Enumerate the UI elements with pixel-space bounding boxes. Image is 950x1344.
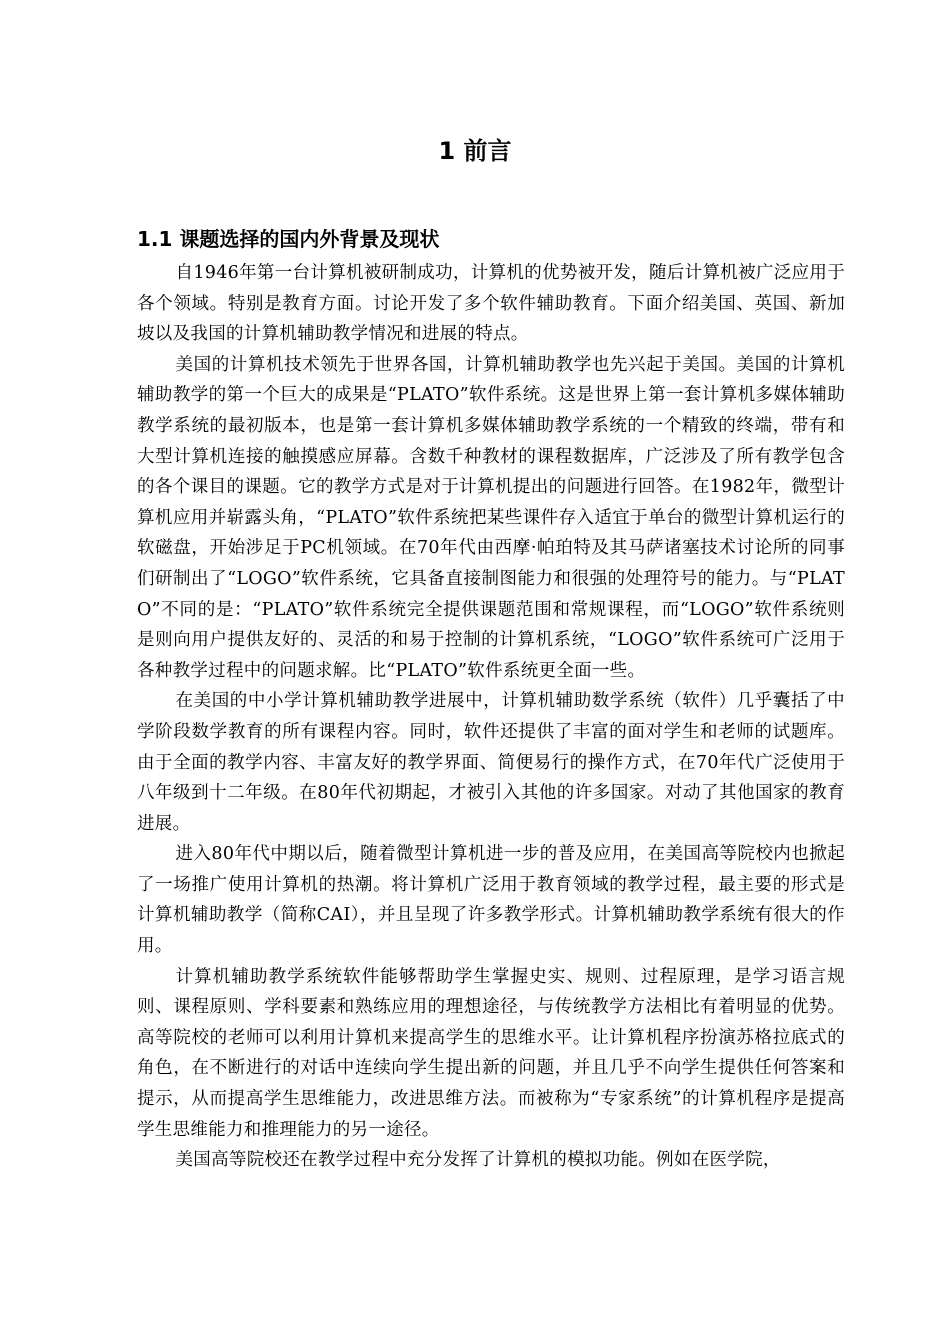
paragraph: 美国的计算机技术领先于世界各国，计算机辅助教学也先兴起于美国。美国的计算机辅助教学的第一个巨大的成果是“PLATO”软件系统。这是世界上第一套计算机多媒体辅助教学系统的最初版本，也是第一套计算机多媒体辅助教学系统的一个精致的终端，带有和大型计算机连接的触摸感应屏幕。含数千种教材的课程数据库，广泛涉及了所有教学包含的各个课目的课题。它的教学方式是对于计算机提出的问题进行回答。在1982年，微型计算机应用并崭露头角，“PLATO”软件系统把某些课件存入适宜于单台的微型计算机运行的软磁盘，开始涉足于PC机领域。在70年代由西摩·帕珀特及其马萨诸塞技术讨论所的同事们研制出了“LOGO”软件系统，它具备直接制图能力和很强的处理符号的能力。与“PLATO”不同的是：“PLATO”软件系统完全提供课题范围和常规课程，而“LOGO”软件系统则是则向用户提供友好的、灵活的和易于控制的计算机系统，“LOGO”软件系统可广泛用于各种教学过程中的问题求解。比“PLATO”软件系统更全面一些。 (137, 354, 845, 681)
paragraph: 自1946年第一台计算机被研制成功，计算机的优势被开发，随后计算机被广泛应用于各个领域。特别是教育方面。讨论开发了多个软件辅助教育。下面介绍美国、英国、新加坡以及我国的计算机辅助教学情况和进展的特点。 (137, 263, 845, 345)
body-text (137, 258, 845, 1176)
paragraph: 美国高等院校还在教学过程中充分发挥了计算机的模拟功能。例如在医学院， (175, 1150, 781, 1171)
paragraph: 在美国的中小学计算机辅助教学进展中，计算机辅助数学系统（软件）几乎囊括了中学阶段数学教育的所有课程内容。同时，软件还提供了丰富的面对学生和老师的试题库。由于全面的教学内容、丰富友好的教学界面、简便易行的操作方式，在70年代广泛使用于八年级到十二年级。在80年代初期起，才被引入其他的许多国家。对动了其他国家的教育进展。 (137, 691, 845, 834)
chapter-title: 1 前言 (438, 137, 512, 165)
paragraph: 计算机辅助教学系统软件能够帮助学生掌握史实、规则、过程原理，是学习语言规则、课程原则、学科要素和熟练应用的理想途径，与传统教学方法相比有着明显的优势。高等院校的老师可以利用计算机来提高学生的思维水平。让计算机程序扮演苏格拉底式的角色，在不断进行的对话中连续向学生提出新的问题，并且几乎不向学生提供任何答案和提示，从而提高学生思维能力，改进思维方法。而被称为“专家系统”的计算机程序是提高学生思维能力和推理能力的另一途径。 (137, 966, 845, 1140)
paragraph: 进入80年代中期以后，随着微型计算机进一步的普及应用，在美国高等院校内也掀起了一场推广使用计算机的热潮。将计算机广泛用于教育领域的教学过程，最主要的形式是计算机辅助教学（简称CAI），并且呈现了许多教学形式。计算机辅助教学系统有很大的作用。 (137, 844, 845, 957)
section-title: 1.1 课题选择的国内外背景及现状 (137, 227, 440, 251)
